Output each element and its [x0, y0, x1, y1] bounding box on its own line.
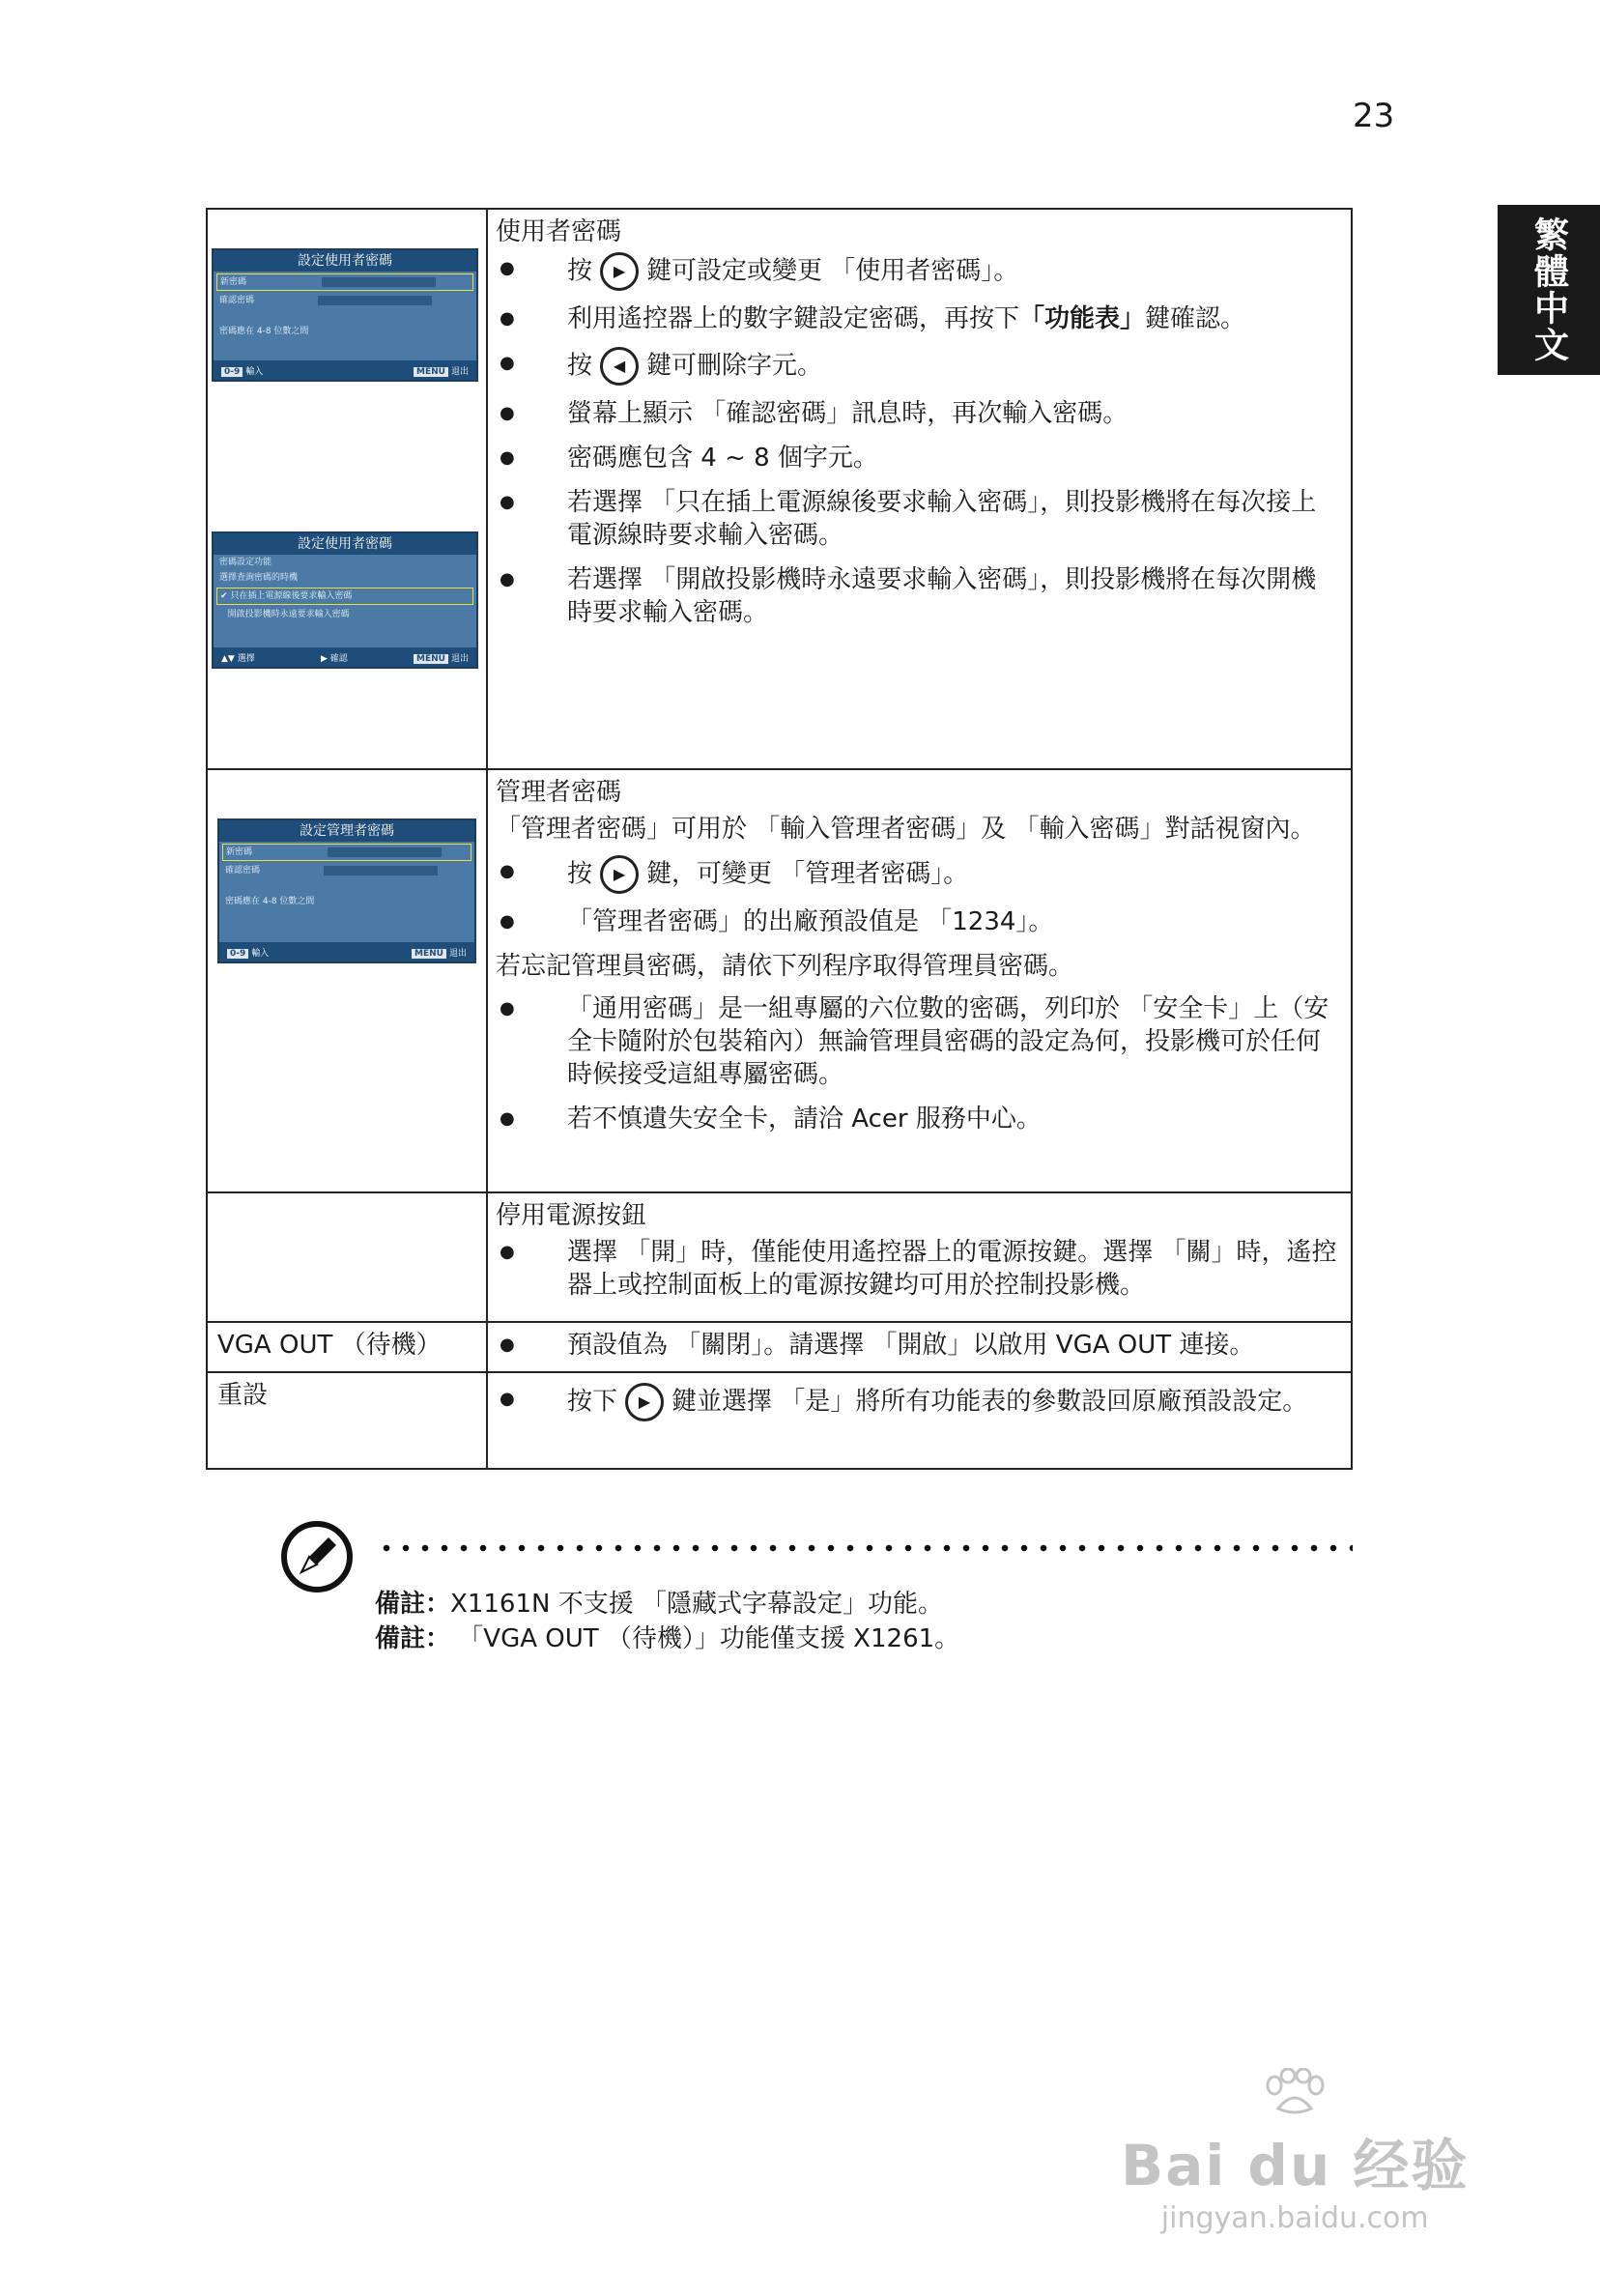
- row-label: 重設: [217, 1381, 269, 1410]
- osd-option: 開啟投影機時永遠要求輸入密碼: [227, 610, 350, 619]
- osd-confirm-password-row: 確認密碼: [219, 863, 474, 878]
- admin-password-cell: [487, 769, 1352, 1192]
- paw-icon: [1261, 2068, 1329, 2116]
- osd-footer: 0-9 輸入 MENU 退出: [214, 360, 476, 380]
- paragraph: 若忘記管理員密碼，請依下列程序取得管理員密碼。: [496, 952, 1074, 981]
- note-line: 備註： 「VGA OUT （待機）」功能僅支援 X1261。: [375, 1624, 960, 1653]
- osd-title: 設定使用者密碼: [214, 533, 476, 555]
- note-divider: [377, 1544, 1353, 1552]
- osd-hint: 密碼應在 4-8 位數之間: [219, 327, 309, 336]
- row-label: VGA OUT （待機）: [217, 1331, 442, 1360]
- list-item: ● 按下 ▶ 鍵並選擇 「是」將所有功能表的參數設回原廠預設設定。: [496, 1383, 1341, 1421]
- osd-option-selected: ✔ 只在插上電源線後要求輸入密碼: [216, 588, 473, 605]
- baidu-watermark: [1121, 2068, 1469, 2235]
- section-title: 停用電源按鈕: [496, 1201, 647, 1230]
- section-title: 管理者密碼: [496, 778, 622, 807]
- right-arrow-icon: ▶: [625, 1383, 664, 1421]
- vga-out-cell: [487, 1322, 1352, 1372]
- list-item: ● 按 ▶ 鍵，可變更 「管理者密碼」。: [496, 855, 1341, 894]
- osd-set-user-password: [212, 248, 478, 382]
- osd-title: 設定使用者密碼: [214, 250, 476, 272]
- osd-line: 密碼設定功能: [219, 558, 272, 567]
- osd-password-timing: [212, 531, 478, 669]
- osd-footer: 0-9 輸入 MENU 退出: [219, 942, 474, 961]
- osd-title: 設定管理者密碼: [219, 820, 474, 842]
- osd-set-admin-password: [217, 818, 476, 963]
- table-row: [207, 1322, 1352, 1372]
- table-row: [207, 769, 1352, 1192]
- right-arrow-icon: ▶: [600, 252, 639, 291]
- note-pencil-icon: [280, 1520, 354, 1593]
- section-title: 使用者密碼: [496, 217, 622, 246]
- note-line: 備註：X1161N 不支援 「隱藏式字幕設定」功能。: [375, 1590, 943, 1619]
- right-arrow-icon: ▶: [600, 855, 639, 894]
- list-item: ● 螢幕上顯示 「確認密碼」訊息時，再次輸入密碼。: [500, 399, 1129, 428]
- list-item: ● 若選擇 「開啟投影機時永遠要求輸入密碼」，則投影機將在每次開機時要求輸入密碼。: [500, 565, 1317, 627]
- watermark-brand: Bai du 经验: [1121, 2133, 1470, 2198]
- osd-new-password-row: 新密碼: [222, 844, 471, 861]
- list-item: ● 選擇 「開」時，僅能使用遙控器上的電源按鍵。選擇 「關」時，遙控器上或控制面板上的電源按鍵均可用於控制投影機。: [500, 1238, 1337, 1300]
- table-row: [207, 1372, 1352, 1469]
- language-tab: 繁體中文: [1498, 205, 1600, 375]
- table-row: [207, 209, 1352, 769]
- osd-hint: 密碼應在 4-8 位數之間: [225, 897, 315, 906]
- list-item: ● 若選擇 「只在插上電源線後要求輸入密碼」，則投影機將在每次接上電源線時要求輸入密碼。: [500, 488, 1317, 550]
- list-item: ● 密碼應包含 4 ~ 8 個字元。: [500, 444, 878, 473]
- list-item: ● 「通用密碼」是一組專屬的六位數的密碼，列印於 「安全卡」上（安全卡隨附於包裝箱內）無論管理員密碼的設定為何，投影機可於任何時候接受這組專屬密碼。: [500, 994, 1329, 1089]
- osd-screens-cell: [207, 209, 487, 769]
- osd-screens-cell: [207, 769, 487, 1192]
- list-item: ● 「管理者密碼」的出廠預設值是 「1234」。: [500, 907, 1054, 936]
- list-item: ● 按 ▶ 鍵可設定或變更 「使用者密碼」。: [496, 252, 1341, 291]
- list-item: ● 若不慎遺失安全卡，請洽 Acer 服務中心。: [500, 1105, 1042, 1134]
- osd-footer: ▲▼ 選擇 ▶ 確認 MENU 退出: [214, 647, 476, 667]
- osd-line: 選擇查詢密碼的時機: [219, 573, 299, 583]
- osd-confirm-password-row: 確認密碼: [214, 293, 476, 308]
- watermark-url: jingyan.baidu.com: [1160, 2201, 1429, 2235]
- power-lock-cell: [487, 1192, 1352, 1322]
- list-item: ● 利用遙控器上的數字鍵設定密碼，再按下「功能表」鍵確認。: [500, 304, 1246, 333]
- list-item: ● 預設值為 「關閉」。請選擇 「開啟」以啟用 VGA OUT 連接。: [500, 1331, 1255, 1360]
- reset-cell: [487, 1372, 1352, 1469]
- list-item: ● 按 ◀ 鍵可刪除字元。: [496, 347, 1341, 386]
- settings-table: [206, 208, 1353, 1470]
- page-number: 23: [1353, 97, 1395, 135]
- left-arrow-icon: ◀: [600, 347, 639, 386]
- table-row: [207, 1192, 1352, 1322]
- paragraph: 「管理者密碼」可用於 「輸入管理者密碼」及 「輸入密碼」對話視窗內。: [496, 815, 1316, 844]
- user-password-cell: [487, 209, 1352, 769]
- osd-new-password-row: 新密碼: [216, 273, 473, 291]
- notes: [375, 1587, 959, 1656]
